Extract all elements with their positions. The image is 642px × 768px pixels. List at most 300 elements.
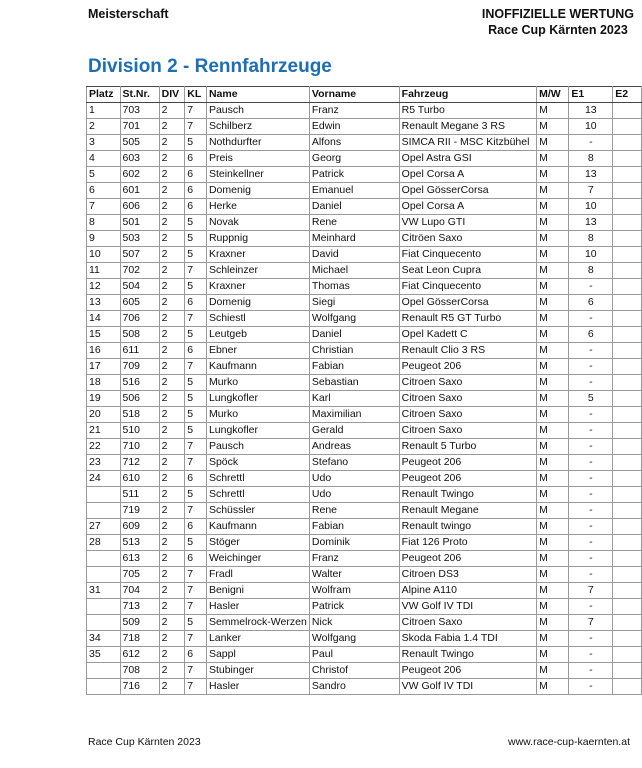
cell-class: 6 xyxy=(185,647,207,663)
cell-division: 2 xyxy=(159,103,185,119)
cell-first-name: Udo xyxy=(309,487,399,503)
cell-e2 xyxy=(613,199,642,215)
column-header-last-name: Name xyxy=(206,87,309,103)
cell-class: 5 xyxy=(185,407,207,423)
cell-start-number: 603 xyxy=(120,151,159,167)
cell-e2 xyxy=(613,167,642,183)
cell-last-name: Schiestl xyxy=(206,311,309,327)
cell-vehicle: Renault R5 GT Turbo xyxy=(399,311,536,327)
footer-url: www.race-cup-kaernten.at xyxy=(508,736,630,748)
cell-start-number: 609 xyxy=(120,519,159,535)
cell-first-name: Michael xyxy=(309,263,399,279)
cell-division: 2 xyxy=(159,311,185,327)
cell-e2 xyxy=(613,119,642,135)
cell-start-number: 703 xyxy=(120,103,159,119)
cell-class: 7 xyxy=(185,439,207,455)
cell-first-name: Wolfgang xyxy=(309,311,399,327)
cell-division: 2 xyxy=(159,535,185,551)
cell-division: 2 xyxy=(159,215,185,231)
table-row xyxy=(87,183,642,199)
cell-first-name: Franz xyxy=(309,103,399,119)
cell-vehicle: Alpine A110 xyxy=(399,583,536,599)
cell-gender: M xyxy=(537,295,569,311)
cell-last-name: Leutgeb xyxy=(206,327,309,343)
table-row xyxy=(87,119,642,135)
cell-gender: M xyxy=(537,567,569,583)
cell-class: 5 xyxy=(185,615,207,631)
cell-last-name: Lungkofler xyxy=(206,423,309,439)
cell-e2 xyxy=(613,487,642,503)
cell-e2 xyxy=(613,359,642,375)
cell-division: 2 xyxy=(159,551,185,567)
cell-e2 xyxy=(613,535,642,551)
cell-vehicle: Citroen Saxo xyxy=(399,615,536,631)
cell-gender: M xyxy=(537,183,569,199)
cell-e1: - xyxy=(569,375,613,391)
cell-first-name: Sebastian xyxy=(309,375,399,391)
table-row xyxy=(87,503,642,519)
unofficial-rating-header xyxy=(482,6,634,38)
cell-class: 7 xyxy=(185,679,207,695)
cell-division: 2 xyxy=(159,343,185,359)
cell-e1: 10 xyxy=(569,247,613,263)
column-header-e2: E2 xyxy=(613,87,642,103)
cell-gender: M xyxy=(537,487,569,503)
cell-vehicle: VW Golf IV TDI xyxy=(399,679,536,695)
table-row xyxy=(87,135,642,151)
cell-last-name: Pausch xyxy=(206,103,309,119)
cell-first-name: Wolfgang xyxy=(309,631,399,647)
table-row xyxy=(87,455,642,471)
cell-first-name: Christof xyxy=(309,663,399,679)
cell-e1: - xyxy=(569,535,613,551)
cell-e1: - xyxy=(569,503,613,519)
table-row xyxy=(87,535,642,551)
cell-first-name: Meinhard xyxy=(309,231,399,247)
cell-vehicle: Renault Clio 3 RS xyxy=(399,343,536,359)
cell-vehicle: Citroen Saxo xyxy=(399,423,536,439)
column-header-division: DIV xyxy=(159,87,185,103)
cell-vehicle: Citroen Saxo xyxy=(399,391,536,407)
cell-e2 xyxy=(613,583,642,599)
table-row xyxy=(87,423,642,439)
cell-class: 6 xyxy=(185,151,207,167)
table-row xyxy=(87,103,642,119)
cell-start-number: 704 xyxy=(120,583,159,599)
cell-first-name: Emanuel xyxy=(309,183,399,199)
cell-vehicle: Peugeot 206 xyxy=(399,663,536,679)
cell-division: 2 xyxy=(159,375,185,391)
cell-e2 xyxy=(613,343,642,359)
championship-label: Meisterschaft xyxy=(88,7,169,21)
cell-place: 10 xyxy=(87,247,121,263)
cell-start-number: 508 xyxy=(120,327,159,343)
cell-start-number: 601 xyxy=(120,183,159,199)
footer-left: Race Cup Kärnten 2023 xyxy=(88,736,201,748)
cell-place: 31 xyxy=(87,583,121,599)
cell-vehicle: Opel Corsa A xyxy=(399,199,536,215)
table-row xyxy=(87,375,642,391)
cell-gender: M xyxy=(537,519,569,535)
cell-e2 xyxy=(613,423,642,439)
cell-gender: M xyxy=(537,503,569,519)
table-row xyxy=(87,199,642,215)
cell-e1: - xyxy=(569,423,613,439)
cell-division: 2 xyxy=(159,167,185,183)
cell-division: 2 xyxy=(159,183,185,199)
cell-e1: - xyxy=(569,567,613,583)
cell-vehicle: Renault twingo xyxy=(399,519,536,535)
table-row xyxy=(87,679,642,695)
cell-e2 xyxy=(613,263,642,279)
cell-last-name: Steinkellner xyxy=(206,167,309,183)
cell-first-name: Walter xyxy=(309,567,399,583)
cell-place: 19 xyxy=(87,391,121,407)
cell-last-name: Stöger xyxy=(206,535,309,551)
cell-e1: 8 xyxy=(569,263,613,279)
cell-last-name: Domenig xyxy=(206,295,309,311)
cell-last-name: Murko xyxy=(206,375,309,391)
cell-first-name: Patrick xyxy=(309,599,399,615)
cell-last-name: Kaufmann xyxy=(206,359,309,375)
column-header-place: Platz xyxy=(87,87,121,103)
cell-class: 6 xyxy=(185,519,207,535)
cell-gender: M xyxy=(537,455,569,471)
cell-last-name: Stubinger xyxy=(206,663,309,679)
cell-vehicle: Opel GösserCorsa xyxy=(399,295,536,311)
cell-first-name: Thomas xyxy=(309,279,399,295)
cell-first-name: Udo xyxy=(309,471,399,487)
cell-place: 18 xyxy=(87,375,121,391)
cell-first-name: Fabian xyxy=(309,519,399,535)
cell-class: 5 xyxy=(185,391,207,407)
cell-class: 5 xyxy=(185,375,207,391)
cell-e2 xyxy=(613,375,642,391)
cell-vehicle: VW Lupo GTI xyxy=(399,215,536,231)
cell-place: 24 xyxy=(87,471,121,487)
cell-vehicle: Citröen Saxo xyxy=(399,231,536,247)
cell-e1: 8 xyxy=(569,231,613,247)
cell-place: 14 xyxy=(87,311,121,327)
cell-last-name: Herke xyxy=(206,199,309,215)
cell-division: 2 xyxy=(159,647,185,663)
cell-last-name: Kaufmann xyxy=(206,519,309,535)
cell-gender: M xyxy=(537,551,569,567)
column-header-gender: M/W xyxy=(537,87,569,103)
table-row xyxy=(87,343,642,359)
cell-division: 2 xyxy=(159,455,185,471)
cell-e1: - xyxy=(569,359,613,375)
cell-start-number: 507 xyxy=(120,247,159,263)
cell-vehicle: Opel Astra GSI xyxy=(399,151,536,167)
cell-place: 9 xyxy=(87,231,121,247)
cell-start-number: 718 xyxy=(120,631,159,647)
cell-e2 xyxy=(613,647,642,663)
table-row xyxy=(87,567,642,583)
table-row xyxy=(87,391,642,407)
cell-first-name: Siegi xyxy=(309,295,399,311)
cell-vehicle: Peugeot 206 xyxy=(399,359,536,375)
cell-division: 2 xyxy=(159,279,185,295)
cell-last-name: Lungkofler xyxy=(206,391,309,407)
cell-e2 xyxy=(613,311,642,327)
table-row xyxy=(87,215,642,231)
cell-e2 xyxy=(613,519,642,535)
cell-place: 20 xyxy=(87,407,121,423)
cell-division: 2 xyxy=(159,119,185,135)
cell-start-number: 709 xyxy=(120,359,159,375)
table-row xyxy=(87,279,642,295)
cell-start-number: 612 xyxy=(120,647,159,663)
cell-first-name: Rene xyxy=(309,503,399,519)
cell-last-name: Schüssler xyxy=(206,503,309,519)
cell-first-name: Edwin xyxy=(309,119,399,135)
cell-division: 2 xyxy=(159,487,185,503)
cell-place: 34 xyxy=(87,631,121,647)
cell-place xyxy=(87,551,121,567)
cell-first-name: Paul xyxy=(309,647,399,663)
cell-start-number: 610 xyxy=(120,471,159,487)
cell-class: 7 xyxy=(185,455,207,471)
cell-start-number: 613 xyxy=(120,551,159,567)
cell-last-name: Novak xyxy=(206,215,309,231)
cell-first-name: Andreas xyxy=(309,439,399,455)
cell-first-name: Franz xyxy=(309,551,399,567)
cell-start-number: 706 xyxy=(120,311,159,327)
cell-class: 6 xyxy=(185,343,207,359)
cell-e1: - xyxy=(569,455,613,471)
column-header-first-name: Vorname xyxy=(309,87,399,103)
cell-e1: 7 xyxy=(569,583,613,599)
cell-gender: M xyxy=(537,167,569,183)
cell-vehicle: Opel Corsa A xyxy=(399,167,536,183)
cell-place: 3 xyxy=(87,135,121,151)
cell-vehicle: SIMCA RII - MSC Kitzbühel xyxy=(399,135,536,151)
column-header-start-number: St.Nr. xyxy=(120,87,159,103)
cell-division: 2 xyxy=(159,567,185,583)
cell-class: 6 xyxy=(185,199,207,215)
cell-e2 xyxy=(613,103,642,119)
cell-place: 35 xyxy=(87,647,121,663)
cell-last-name: Schrettl xyxy=(206,487,309,503)
cell-last-name: Schrettl xyxy=(206,471,309,487)
division-title: Division 2 - Rennfahrzeuge xyxy=(88,56,332,77)
cell-class: 5 xyxy=(185,135,207,151)
cell-place: 21 xyxy=(87,423,121,439)
cell-gender: M xyxy=(537,279,569,295)
cell-e2 xyxy=(613,407,642,423)
cell-last-name: Nothdurfter xyxy=(206,135,309,151)
unofficial-rating-label: INOFFIZIELLE WERTUNG xyxy=(481,7,634,21)
table-row xyxy=(87,519,642,535)
cell-first-name: Georg xyxy=(309,151,399,167)
cell-last-name: Schilberz xyxy=(206,119,309,135)
cell-division: 2 xyxy=(159,583,185,599)
cell-start-number: 516 xyxy=(120,375,159,391)
cell-place xyxy=(87,567,121,583)
cell-e1: - xyxy=(569,599,613,615)
cell-first-name: Gerald xyxy=(309,423,399,439)
cell-last-name: Fradl xyxy=(206,567,309,583)
table-row xyxy=(87,327,642,343)
cell-gender: M xyxy=(537,679,569,695)
cell-class: 7 xyxy=(185,119,207,135)
cell-start-number: 501 xyxy=(120,215,159,231)
cell-e1: - xyxy=(569,647,613,663)
race-cup-label: Race Cup Kärnten 2023 xyxy=(488,23,628,37)
cell-e1: 13 xyxy=(569,103,613,119)
cell-division: 2 xyxy=(159,327,185,343)
cell-place xyxy=(87,599,121,615)
cell-vehicle: Citroen DS3 xyxy=(399,567,536,583)
cell-place: 5 xyxy=(87,167,121,183)
cell-division: 2 xyxy=(159,679,185,695)
cell-gender: M xyxy=(537,311,569,327)
table-row xyxy=(87,583,642,599)
cell-division: 2 xyxy=(159,391,185,407)
cell-gender: M xyxy=(537,471,569,487)
cell-class: 7 xyxy=(185,103,207,119)
cell-place: 16 xyxy=(87,343,121,359)
cell-start-number: 503 xyxy=(120,231,159,247)
cell-division: 2 xyxy=(159,599,185,615)
cell-last-name: Hasler xyxy=(206,599,309,615)
cell-start-number: 719 xyxy=(120,503,159,519)
cell-first-name: Daniel xyxy=(309,327,399,343)
cell-e2 xyxy=(613,471,642,487)
cell-e1: 6 xyxy=(569,327,613,343)
cell-gender: M xyxy=(537,231,569,247)
cell-start-number: 701 xyxy=(120,119,159,135)
cell-e2 xyxy=(613,151,642,167)
cell-place: 15 xyxy=(87,327,121,343)
cell-last-name: Pausch xyxy=(206,439,309,455)
cell-first-name: Alfons xyxy=(309,135,399,151)
cell-vehicle: Fiat Cinquecento xyxy=(399,279,536,295)
cell-e2 xyxy=(613,455,642,471)
table-row xyxy=(87,263,642,279)
cell-place xyxy=(87,663,121,679)
cell-first-name: Dominik xyxy=(309,535,399,551)
cell-class: 7 xyxy=(185,583,207,599)
cell-e1: - xyxy=(569,679,613,695)
cell-class: 5 xyxy=(185,535,207,551)
table-row xyxy=(87,247,642,263)
cell-e2 xyxy=(613,247,642,263)
cell-place: 8 xyxy=(87,215,121,231)
table-row xyxy=(87,295,642,311)
table-row xyxy=(87,663,642,679)
cell-e1: - xyxy=(569,343,613,359)
cell-last-name: Benigni xyxy=(206,583,309,599)
cell-class: 7 xyxy=(185,359,207,375)
cell-start-number: 602 xyxy=(120,167,159,183)
table-row xyxy=(87,167,642,183)
cell-start-number: 611 xyxy=(120,343,159,359)
cell-place: 22 xyxy=(87,439,121,455)
cell-class: 7 xyxy=(185,631,207,647)
cell-division: 2 xyxy=(159,135,185,151)
cell-vehicle: Peugeot 206 xyxy=(399,551,536,567)
cell-place: 6 xyxy=(87,183,121,199)
cell-gender: M xyxy=(537,391,569,407)
cell-place: 12 xyxy=(87,279,121,295)
cell-gender: M xyxy=(537,599,569,615)
cell-gender: M xyxy=(537,199,569,215)
cell-e2 xyxy=(613,215,642,231)
column-header-e1: E1 xyxy=(569,87,613,103)
cell-start-number: 712 xyxy=(120,455,159,471)
cell-place xyxy=(87,679,121,695)
cell-vehicle: VW Golf IV TDI xyxy=(399,599,536,615)
cell-class: 6 xyxy=(185,295,207,311)
cell-class: 7 xyxy=(185,263,207,279)
cell-start-number: 705 xyxy=(120,567,159,583)
cell-vehicle: Renault Megane xyxy=(399,503,536,519)
cell-gender: M xyxy=(537,583,569,599)
cell-vehicle: Citroen Saxo xyxy=(399,407,536,423)
cell-e1: 10 xyxy=(569,119,613,135)
cell-gender: M xyxy=(537,151,569,167)
cell-e2 xyxy=(613,391,642,407)
cell-division: 2 xyxy=(159,407,185,423)
cell-last-name: Schleinzer xyxy=(206,263,309,279)
cell-vehicle: Citroen Saxo xyxy=(399,375,536,391)
cell-vehicle: Fiat Cinquecento xyxy=(399,247,536,263)
table-row xyxy=(87,471,642,487)
table-header-row xyxy=(87,87,642,103)
table-row xyxy=(87,439,642,455)
table-row xyxy=(87,359,642,375)
cell-gender: M xyxy=(537,439,569,455)
cell-class: 7 xyxy=(185,599,207,615)
cell-division: 2 xyxy=(159,439,185,455)
cell-vehicle: Peugeot 206 xyxy=(399,455,536,471)
cell-last-name: Preis xyxy=(206,151,309,167)
cell-gender: M xyxy=(537,375,569,391)
cell-class: 6 xyxy=(185,183,207,199)
cell-e2 xyxy=(613,279,642,295)
table-row xyxy=(87,551,642,567)
cell-division: 2 xyxy=(159,471,185,487)
cell-first-name: Maximilian xyxy=(309,407,399,423)
table-row xyxy=(87,631,642,647)
cell-first-name: Nick xyxy=(309,615,399,631)
cell-first-name: Daniel xyxy=(309,199,399,215)
cell-class: 5 xyxy=(185,279,207,295)
cell-division: 2 xyxy=(159,359,185,375)
cell-first-name: Rene xyxy=(309,215,399,231)
cell-last-name: Kraxner xyxy=(206,247,309,263)
cell-start-number: 505 xyxy=(120,135,159,151)
cell-e2 xyxy=(613,135,642,151)
cell-first-name: Stefano xyxy=(309,455,399,471)
cell-start-number: 511 xyxy=(120,487,159,503)
cell-start-number: 605 xyxy=(120,295,159,311)
cell-class: 5 xyxy=(185,231,207,247)
cell-start-number: 713 xyxy=(120,599,159,615)
cell-start-number: 518 xyxy=(120,407,159,423)
cell-place: 2 xyxy=(87,119,121,135)
cell-start-number: 716 xyxy=(120,679,159,695)
cell-vehicle: Opel Kadett C xyxy=(399,327,536,343)
cell-e2 xyxy=(613,663,642,679)
cell-start-number: 710 xyxy=(120,439,159,455)
cell-last-name: Weichinger xyxy=(206,551,309,567)
cell-place: 4 xyxy=(87,151,121,167)
cell-e1: - xyxy=(569,551,613,567)
cell-start-number: 606 xyxy=(120,199,159,215)
